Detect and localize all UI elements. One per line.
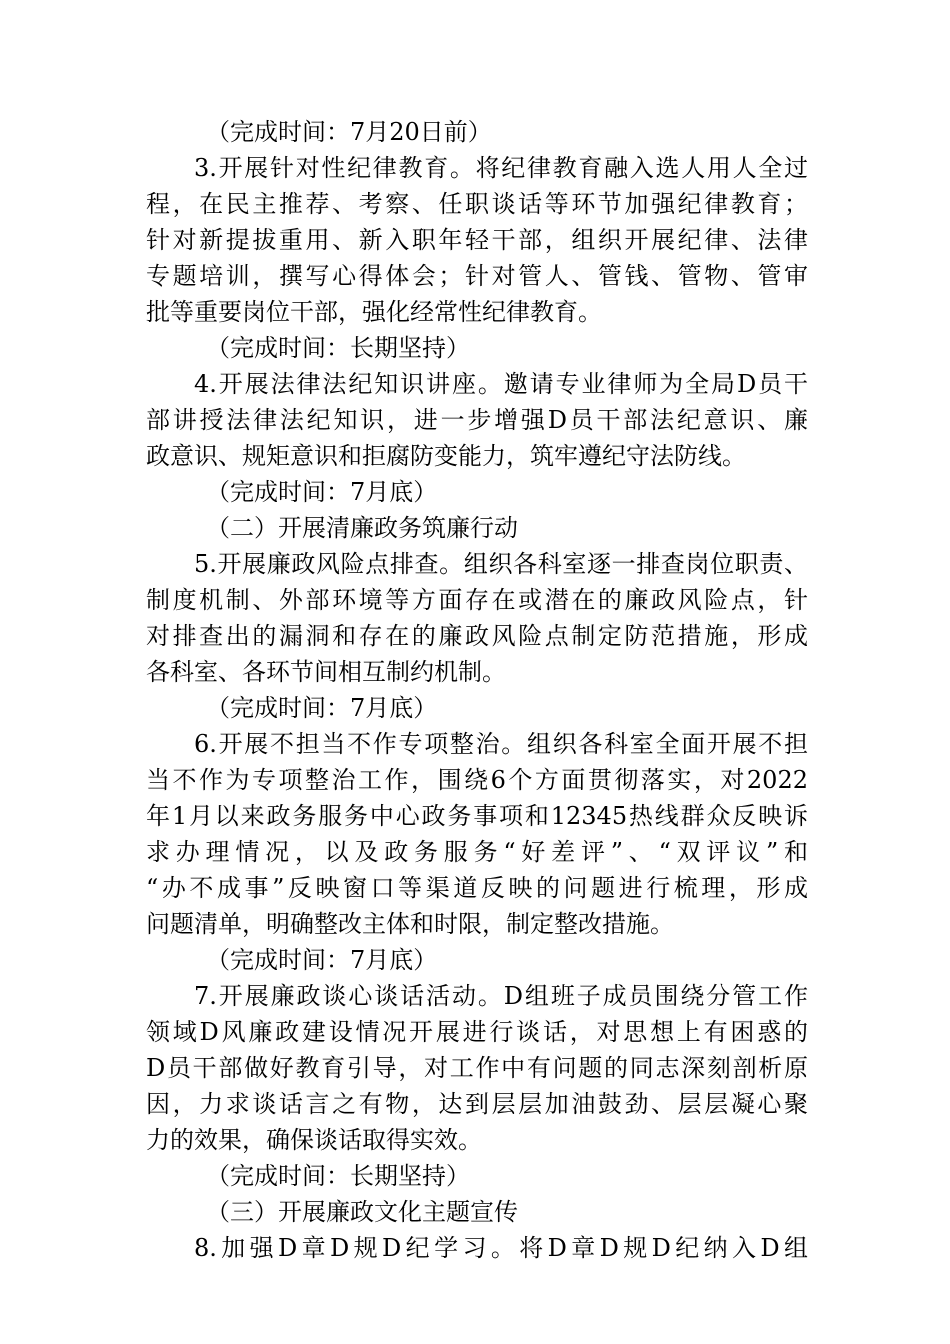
paragraph-first-line: 7.开展廉政谈心谈话活动。D组班子成员围绕分管工作 — [194, 982, 808, 1010]
paragraph-first-line: 3.开展针对性纪律教育。将纪律教育融入选人用人全过 — [194, 154, 808, 182]
paragraph-first-line: 4.开展法律法纪知识讲座。邀请专业律师为全局D员干 — [194, 370, 808, 398]
paragraph-line: 年1月以来政务服务中心政务事项和12345热线群众反映诉 — [146, 802, 808, 830]
paragraph-line: 当不作为专项整治工作，围绕6个方面贯彻落实，对2022 — [146, 766, 808, 794]
heading-or-timeline-line: （二）开展清廉政务筑廉行动 — [206, 514, 518, 542]
paragraph-line: 程，在民主推荐、考察、任职谈话等环节加强纪律教育； — [146, 190, 808, 218]
paragraph-last-line: 各科室、各环节间相互制约机制。 — [146, 658, 506, 686]
document-body — [146, 114, 808, 1266]
paragraph-line: 制度机制、外部环境等方面存在或潜在的廉政风险点，针 — [146, 586, 808, 614]
paragraph-last-line: 政意识、规矩意识和拒腐防变能力，筑牢遵纪守法防线。 — [146, 442, 746, 470]
paragraph-line: 领域D风廉政建设情况开展进行谈话，对思想上有困惑的 — [146, 1018, 808, 1046]
paragraph-last-line: 批等重要岗位干部，强化经常性纪律教育。 — [146, 298, 602, 326]
paragraph-line: 求办理情况，以及政务服务“好差评”、“双评议”和 — [146, 838, 808, 866]
heading-or-timeline-line: （完成时间：7月底） — [206, 478, 438, 506]
paragraph-line: 对排查出的漏洞和存在的廉政风险点制定防范措施，形成 — [146, 622, 808, 650]
paragraph-last-line: 力的效果，确保谈话取得实效。 — [146, 1126, 482, 1154]
heading-or-timeline-line: （完成时间：长期坚持） — [206, 1162, 470, 1190]
paragraph-line: 因，力求谈话言之有物，达到层层加油鼓劲、层层凝心聚 — [146, 1090, 808, 1118]
paragraph-first-line: 5.开展廉政风险点排查。组织各科室逐一排查岗位职责、 — [194, 550, 808, 578]
heading-or-timeline-line: （三）开展廉政文化主题宣传 — [206, 1198, 518, 1226]
paragraph-line: 针对新提拔重用、新入职年轻干部，组织开展纪律、法律 — [146, 226, 808, 254]
heading-or-timeline-line: （完成时间：7月底） — [206, 694, 438, 722]
paragraph-line: 部讲授法律法纪知识，进一步增强D员干部法纪意识、廉 — [146, 406, 808, 434]
heading-or-timeline-line: （完成时间：7月20日前） — [206, 118, 492, 146]
paragraph-first-line: 6.开展不担当不作专项整治。组织各科室全面开展不担 — [194, 730, 808, 758]
paragraph-line: “办不成事”反映窗口等渠道反映的问题进行梳理，形成 — [146, 874, 808, 902]
heading-or-timeline-line: （完成时间：7月底） — [206, 946, 438, 974]
paragraph-first-line: 8.加强D章D规D纪学习。将D章D规D纪纳入D组 — [194, 1234, 808, 1262]
paragraph-line: D员干部做好教育引导，对工作中有问题的同志深刻剖析原 — [146, 1054, 808, 1082]
paragraph-line: 专题培训，撰写心得体会；针对管人、管钱、管物、管审 — [146, 262, 808, 290]
heading-or-timeline-line: （完成时间：长期坚持） — [206, 334, 470, 362]
paragraph-last-line: 问题清单，明确整改主体和时限，制定整改措施。 — [146, 910, 674, 938]
